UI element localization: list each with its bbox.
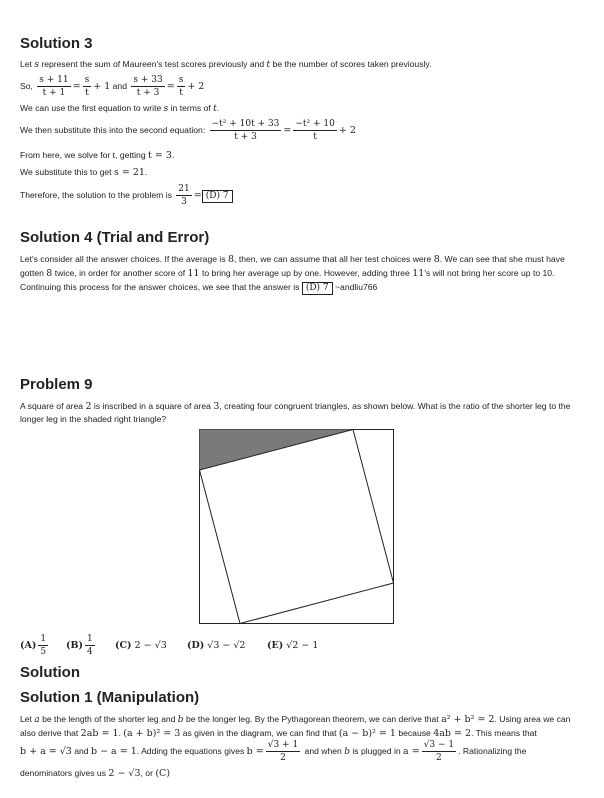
var-s: s [34, 60, 39, 70]
solution1-line3 [20, 738, 526, 765]
solution3-line6 [20, 166, 147, 179]
denominator: 5 [40, 647, 47, 657]
fraction [177, 75, 186, 98]
math: 8 [433, 254, 440, 265]
math: (a + b)² = 3 [123, 728, 181, 739]
fraction [176, 184, 191, 207]
math: a = [403, 746, 420, 757]
text: also derive that [20, 728, 81, 738]
text: . [171, 150, 175, 160]
var: t [213, 104, 217, 114]
choice-label: (E) [267, 640, 284, 651]
text: denominators gives us [20, 768, 109, 778]
math: 8 [46, 268, 53, 279]
text: ~andliu766 [332, 282, 378, 292]
math: a² + b² = 2 [441, 714, 495, 725]
fraction [83, 75, 92, 98]
solution3-title: Solution 3 [20, 35, 93, 52]
choice-d [187, 640, 245, 651]
fraction [210, 119, 282, 142]
denominator: t + 3 [234, 132, 257, 143]
text: is plugged in [349, 746, 404, 756]
solution4-line2 [20, 267, 554, 280]
math: (C) [155, 768, 171, 779]
text: . [144, 167, 148, 177]
numerator: −t² + 10t + 33 [211, 119, 280, 130]
denominator: 2 [280, 753, 286, 764]
text: . We can see that she must have [439, 254, 565, 264]
fraction [422, 740, 456, 763]
text: 's will not bring her score up to 10. [424, 268, 555, 278]
text: . Using area we can [494, 714, 571, 724]
solution1-title: Solution 1 (Manipulation) [20, 689, 200, 706]
numerator: 1 [40, 634, 47, 644]
choice-label: (D) [187, 640, 205, 651]
denominator: t [313, 132, 317, 143]
solution3-line1 [20, 58, 431, 71]
math: 11 [187, 268, 200, 279]
solution-heading: Solution [20, 664, 80, 681]
text: . [216, 103, 220, 113]
problem9-line2: longer leg in the shaded right triangle? [20, 414, 167, 424]
math: 3 [213, 401, 220, 412]
choice-a [20, 634, 50, 657]
text: . [118, 728, 124, 738]
text: , then, we can assume that all her test choices were [234, 254, 434, 264]
choice-label: (A) [20, 640, 37, 651]
math: 2 − √3 [108, 768, 141, 779]
math: 4ab = 2 [433, 728, 472, 739]
numerator: −t² + 10 [295, 119, 335, 130]
text: A square of area [20, 401, 86, 411]
numerator: √3 − 1 [423, 740, 455, 751]
text: is inscribed in a square of area [91, 401, 214, 411]
denominator: 2 [436, 753, 442, 764]
choice-value: 2 − √3 [134, 640, 167, 651]
text: gotten [20, 268, 47, 278]
equals: = [193, 190, 202, 201]
text: be the longer leg. By the Pythagorean theorem, we can derive that [183, 714, 442, 724]
math: + 2 [338, 125, 356, 136]
text: twice, in order for another score of [52, 268, 188, 278]
math: 2ab = 1 [80, 728, 119, 739]
text: Let's consider all the answer choices. If the average is [20, 254, 228, 264]
choice-b [66, 634, 97, 657]
text: as given in the diagram, we can find that [180, 728, 339, 738]
math: t = 3 [148, 150, 172, 161]
numerator: s + 33 [133, 75, 163, 86]
text: to bring her average up by one. However, adding three [199, 268, 413, 278]
math: b [344, 747, 350, 757]
text: because [395, 728, 434, 738]
math: + 1 [93, 81, 111, 92]
denominator: t [85, 88, 89, 99]
math: b [177, 715, 184, 725]
fraction [38, 634, 48, 657]
equals: = [72, 81, 81, 92]
fraction [85, 634, 95, 657]
text: . Rationalizing the [458, 746, 527, 756]
var-t: t [266, 60, 271, 70]
text: be the number of scores taken previously. [270, 59, 432, 69]
text: Let [20, 714, 35, 724]
denominator: t + 1 [42, 88, 66, 99]
solution3-line4 [20, 117, 356, 144]
solution3-line5 [20, 149, 174, 162]
numerator: 1 [87, 634, 93, 644]
choice-label: (C) [115, 640, 132, 651]
inscribed-square-diagram [199, 429, 395, 625]
math: b = [246, 746, 264, 757]
text: represent the sum of Maureen's test scores previously and [38, 59, 267, 69]
text: From here, we solve for t, getting [20, 150, 149, 160]
math: b − a = 1 [90, 746, 137, 757]
equals: = [166, 81, 175, 92]
solution1-line1 [20, 713, 570, 726]
choice-c [115, 640, 167, 651]
choice-e [267, 640, 318, 651]
text: Let [20, 59, 35, 69]
text: . This means that [471, 728, 537, 738]
math: (a − b)² = 1 [338, 728, 396, 739]
text: be the length of the shorter leg and [39, 714, 178, 724]
text: We then substitute this into the second equation: [20, 125, 208, 135]
math: 11 [412, 268, 425, 279]
numerator: 21 [178, 184, 190, 195]
math: a [34, 715, 40, 725]
var: s [163, 104, 169, 114]
text: Therefore, the solution to the problem is [20, 190, 175, 200]
solution3-equations [20, 73, 204, 100]
fraction [293, 119, 336, 142]
solution3-line3 [20, 102, 219, 115]
denominator: t [179, 88, 183, 99]
text: and [71, 746, 91, 756]
choice-value: √3 − √2 [207, 640, 246, 651]
math: b + a = √3 [20, 746, 72, 757]
denominator: 4 [87, 647, 93, 657]
math: s = 21 [113, 167, 145, 178]
math: 8 [228, 254, 235, 265]
text: . Adding the equations gives [136, 746, 247, 756]
equals: = [283, 125, 292, 136]
math: 2 [85, 401, 92, 412]
fraction [131, 75, 164, 98]
text: So, [20, 81, 36, 91]
text: and when [302, 746, 345, 756]
text: We substitute this to get [20, 167, 114, 177]
problem9-title: Problem 9 [20, 376, 93, 393]
text: and [110, 81, 130, 91]
solution4-line3 [20, 281, 377, 295]
solution1-line4 [20, 767, 170, 780]
choice-label: (B) [66, 640, 84, 651]
numerator: s [84, 75, 90, 86]
math: + 2 [187, 81, 205, 92]
answer-box: (D) 7 [302, 282, 333, 295]
choice-value: √2 − 1 [286, 640, 319, 651]
text: We can use the first equation to write [20, 103, 164, 113]
text: in terms of [168, 103, 214, 113]
numerator: s [178, 75, 184, 86]
denominator: 3 [181, 197, 187, 208]
denominator: t + 3 [136, 88, 160, 99]
text: , creating four congruent triangles, as shown below. What is the ratio of the shorter leg to the [219, 401, 571, 411]
text: , or [140, 768, 156, 778]
problem9-line1 [20, 400, 570, 413]
solution4-title: Solution 4 (Trial and Error) [20, 229, 210, 246]
solution4-line1 [20, 253, 565, 266]
answer-box: (D) 7 [202, 190, 233, 203]
fraction [37, 75, 70, 98]
solution3-line7 [20, 182, 233, 209]
numerator: s + 11 [39, 75, 69, 86]
text: Continuing this process for the answer choices, we see that the answer is [20, 282, 302, 292]
numerator: √3 + 1 [267, 740, 299, 751]
fraction [266, 740, 300, 763]
